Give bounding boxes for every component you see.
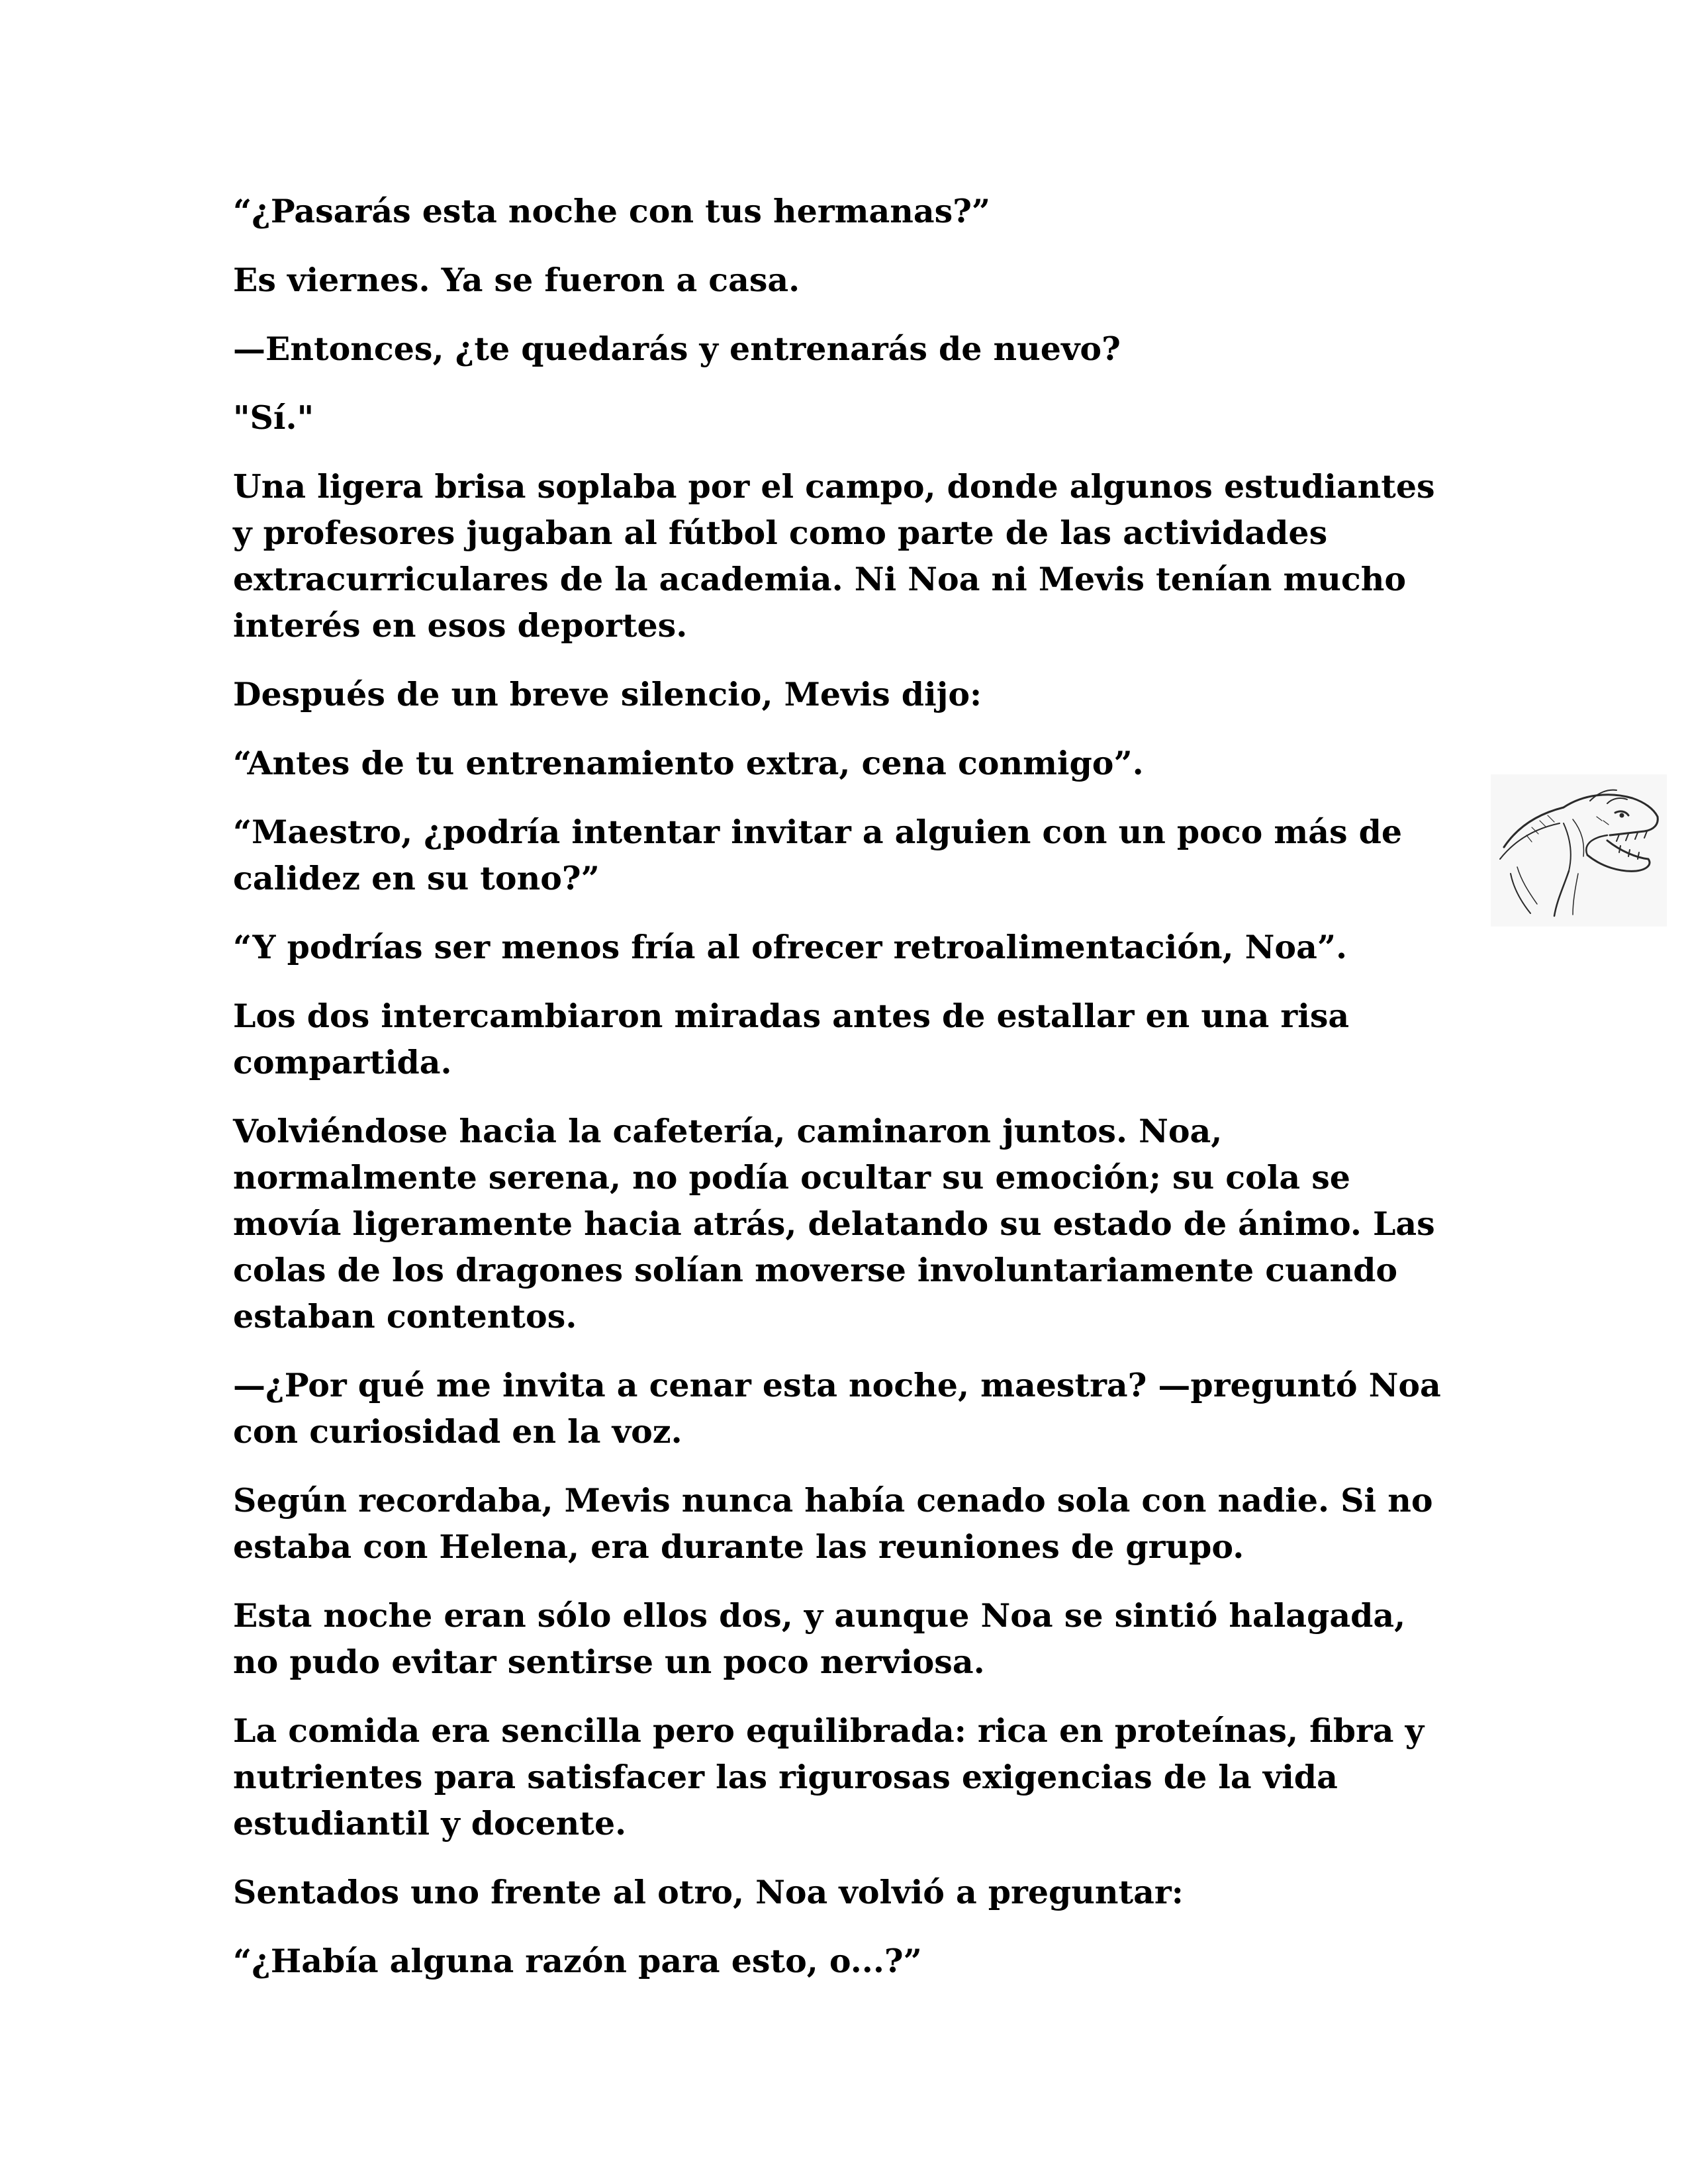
paragraph: “¿Pasarás esta noche con tus hermanas?”	[233, 192, 991, 230]
paragraph: —Entonces, ¿te quedarás y entrenarás de nuevo?	[233, 330, 1121, 368]
paragraph: Los dos intercambiaron miradas antes de estallar en una risa compartida.	[233, 997, 1350, 1081]
paragraph: "Sí."	[233, 398, 314, 437]
paragraph: “¿Había alguna razón para esto, o...?”	[233, 1942, 922, 1980]
paragraph: “Antes de tu entrenamiento extra, cena conmigo”.	[233, 744, 1144, 782]
paragraph: Es viernes. Ya se fueron a casa.	[233, 261, 800, 299]
paragraph: Después de un breve silencio, Mevis dijo:	[233, 675, 982, 713]
paragraph: “Y podrías ser menos fría al ofrecer retroalimentación, Noa”.	[233, 928, 1348, 966]
dragon-sketch-icon	[1491, 774, 1667, 927]
paragraph: Según recordaba, Mevis nunca había cenado sola con nadie. Si no estaba con Helena, era durante las reuniones de grupo.	[233, 1481, 1433, 1566]
paragraph: Esta noche eran sólo ellos dos, y aunque Noa se sintió halagada, no pudo evitar sentirse un poco nerviosa.	[233, 1596, 1406, 1681]
paragraph: “Maestro, ¿podría intentar invitar a alguien con un poco más de calidez en su tono?”	[233, 813, 1403, 897]
paragraph: La comida era sencilla pero equilibrada: rica en proteínas, fibra y nutrientes para satisfacer las rigurosas exigencias de la vida estudiantil y docente.	[233, 1711, 1425, 1843]
story-text	[233, 188, 1458, 2007]
paragraph: Volviéndose hacia la cafetería, caminaron juntos. Noa, normalmente serena, no podía ocultar su emoción; su cola se movía ligeramente hacia atrás, delatando su estado de ánimo. Las colas de los dragones solían moverse involuntariamente cuando estaban contentos.	[233, 1112, 1435, 1336]
paragraph: Una ligera brisa soplaba por el campo, donde algunos estudiantes y profesores jugaban al fútbol como parte de las actividades extracurriculares de la academia. Ni Noa ni Mevis tenían mucho interés en esos deportes.	[233, 467, 1435, 645]
paragraph: Sentados uno frente al otro, Noa volvió a preguntar:	[233, 1873, 1184, 1911]
paragraph: —¿Por qué me invita a cenar esta noche, maestra? —preguntó Noa con curiosidad en la voz.	[233, 1366, 1441, 1451]
